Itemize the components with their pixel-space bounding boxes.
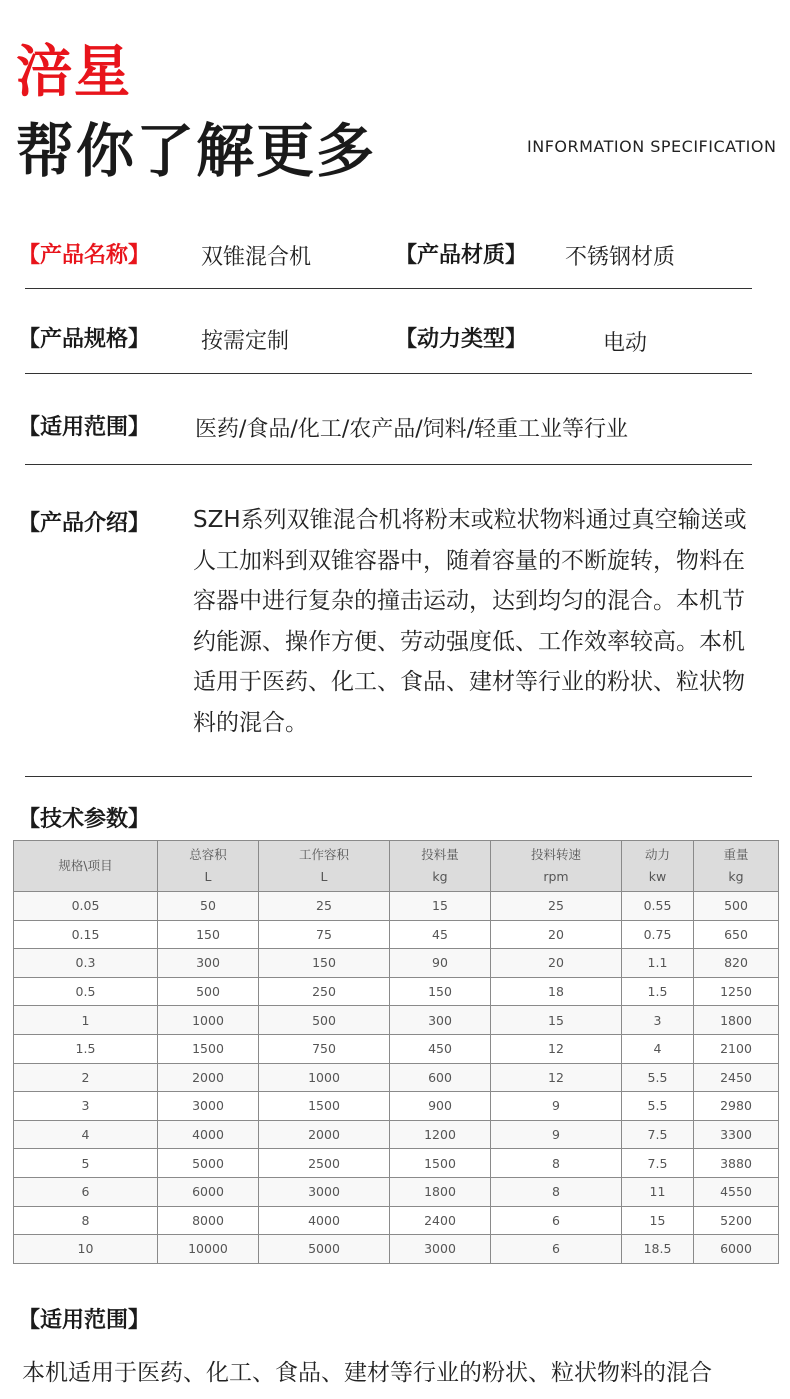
spec-value: 按需定制 — [201, 329, 290, 354]
table-cell: 6000 — [158, 1177, 259, 1206]
table-cell: 90 — [390, 949, 491, 978]
table-cell: 900 — [390, 1092, 491, 1121]
table-cell: 9 — [491, 1120, 622, 1149]
header-cell-speed — [491, 841, 622, 892]
table-cell: 3000 — [259, 1177, 390, 1206]
table-cell: 0.55 — [622, 892, 694, 921]
table-cell: 5.5 — [622, 1063, 694, 1092]
table-cell: 20 — [491, 920, 622, 949]
brand-name: 涪星 — [16, 40, 132, 105]
table-cell: 3880 — [694, 1149, 779, 1178]
info-row-name-material — [18, 232, 752, 289]
table-cell: 2100 — [694, 1034, 779, 1063]
subtitle-en: INFORMATION SPECIFICATION — [527, 137, 777, 156]
table-cell: 3000 — [158, 1092, 259, 1121]
header-cell-weight — [694, 841, 779, 892]
table-cell: 820 — [694, 949, 779, 978]
info-row-scope — [18, 404, 752, 465]
table-row — [14, 1206, 779, 1235]
table-cell: 7.5 — [622, 1149, 694, 1178]
table-cell: 300 — [390, 1006, 491, 1035]
table-cell: 500 — [158, 977, 259, 1006]
table-cell: 500 — [694, 892, 779, 921]
table-cell: 750 — [259, 1034, 390, 1063]
table-cell: 600 — [390, 1063, 491, 1092]
header-cell-total-volume — [158, 841, 259, 892]
header-unit: L — [204, 869, 212, 884]
table-row — [14, 1034, 779, 1063]
table-cell: 50 — [158, 892, 259, 921]
table-cell: 500 — [259, 1006, 390, 1035]
table-cell: 2500 — [259, 1149, 390, 1178]
tech-params-title: 【技术参数】 — [18, 807, 151, 832]
tech-params-table — [13, 840, 779, 1264]
table-cell: 18.5 — [622, 1235, 694, 1264]
scope-value: 医药/食品/化工/农产品/饲料/轻重工业等行业 — [195, 417, 629, 442]
table-cell: 450 — [390, 1034, 491, 1063]
scope-label: 【适用范围】 — [18, 415, 151, 440]
table-cell: 18 — [491, 977, 622, 1006]
table-cell: 1250 — [694, 977, 779, 1006]
header-name: 规格\项目 — [58, 858, 113, 873]
table-cell: 1000 — [158, 1006, 259, 1035]
table-cell: 11 — [622, 1177, 694, 1206]
table-cell: 5000 — [158, 1149, 259, 1178]
table-cell: 15 — [390, 892, 491, 921]
table-cell: 8000 — [158, 1206, 259, 1235]
table-cell: 12 — [491, 1063, 622, 1092]
table-cell: 3000 — [390, 1235, 491, 1264]
table-cell: 0.5 — [14, 977, 158, 1006]
material-value: 不锈钢材质 — [565, 245, 676, 270]
table-cell: 6000 — [694, 1235, 779, 1264]
header-unit: kg — [432, 869, 448, 884]
header-unit: rpm — [543, 869, 569, 884]
table-row — [14, 1235, 779, 1264]
header-cell-working-volume — [259, 841, 390, 892]
power-value: 电动 — [603, 331, 648, 356]
table-cell: 1500 — [390, 1149, 491, 1178]
table-cell: 1200 — [390, 1120, 491, 1149]
table-cell: 150 — [158, 920, 259, 949]
table-row — [14, 1063, 779, 1092]
table-cell: 6 — [491, 1206, 622, 1235]
scope-section-text: 本机适用于医药、化工、食品、建材等行业的粉状、粒状物料的混合 — [22, 1360, 712, 1386]
table-cell: 3300 — [694, 1120, 779, 1149]
intro-label: 【产品介绍】 — [18, 511, 151, 536]
table-cell: 8 — [491, 1149, 622, 1178]
header-name: 总容积 — [189, 847, 227, 862]
table-cell: 2980 — [694, 1092, 779, 1121]
table-body — [14, 892, 779, 1264]
header-name: 动力 — [644, 847, 670, 862]
table-cell: 150 — [259, 949, 390, 978]
product-name-value: 双锥混合机 — [201, 245, 312, 270]
table-cell: 6 — [14, 1177, 158, 1206]
table-cell: 8 — [491, 1177, 622, 1206]
table-cell: 45 — [390, 920, 491, 949]
table-cell: 150 — [390, 977, 491, 1006]
table-row — [14, 920, 779, 949]
header-name: 投料转速 — [530, 847, 581, 862]
table-cell: 3 — [622, 1006, 694, 1035]
table-cell: 25 — [491, 892, 622, 921]
table-cell: 250 — [259, 977, 390, 1006]
table-cell: 2000 — [158, 1063, 259, 1092]
header-unit: kg — [728, 869, 744, 884]
table-cell: 15 — [622, 1206, 694, 1235]
table-cell: 4 — [622, 1034, 694, 1063]
table-cell: 8 — [14, 1206, 158, 1235]
table-cell: 1800 — [694, 1006, 779, 1035]
material-label: 【产品材质】 — [395, 243, 528, 268]
table-cell: 5000 — [259, 1235, 390, 1264]
table-cell: 300 — [158, 949, 259, 978]
header-name: 重量 — [723, 847, 749, 862]
table-cell: 2000 — [259, 1120, 390, 1149]
product-name-label: 【产品名称】 — [18, 243, 151, 268]
spec-label: 【产品规格】 — [18, 327, 151, 352]
table-cell: 5200 — [694, 1206, 779, 1235]
table-cell: 5 — [14, 1149, 158, 1178]
table-cell: 650 — [694, 920, 779, 949]
table-cell: 1500 — [259, 1092, 390, 1121]
page-headline: 帮你了解更多 — [16, 117, 377, 185]
table-cell: 1800 — [390, 1177, 491, 1206]
header-unit: L — [320, 869, 328, 884]
table-row — [14, 1149, 779, 1178]
table-cell: 4 — [14, 1120, 158, 1149]
header-cell-power — [622, 841, 694, 892]
table-cell: 10 — [14, 1235, 158, 1264]
table-cell: 1.1 — [622, 949, 694, 978]
section-divider — [25, 776, 752, 777]
table-cell: 0.15 — [14, 920, 158, 949]
header-cell-feed-amount — [390, 841, 491, 892]
table-cell: 25 — [259, 892, 390, 921]
table-cell: 20 — [491, 949, 622, 978]
table-cell: 0.75 — [622, 920, 694, 949]
table-row — [14, 1177, 779, 1206]
info-row-spec-power — [18, 316, 752, 374]
table-cell: 1.5 — [622, 977, 694, 1006]
table-cell: 4000 — [259, 1206, 390, 1235]
table-cell: 6 — [491, 1235, 622, 1264]
table-cell: 0.05 — [14, 892, 158, 921]
table-cell: 4000 — [158, 1120, 259, 1149]
power-label: 【动力类型】 — [395, 327, 528, 352]
table-cell: 3 — [14, 1092, 158, 1121]
table-row — [14, 977, 779, 1006]
table-cell: 1500 — [158, 1034, 259, 1063]
table-cell: 15 — [491, 1006, 622, 1035]
table-row — [14, 1120, 779, 1149]
table-row — [14, 1006, 779, 1035]
table-cell: 9 — [491, 1092, 622, 1121]
table-cell: 0.3 — [14, 949, 158, 978]
table-cell: 75 — [259, 920, 390, 949]
table-cell: 2400 — [390, 1206, 491, 1235]
table-cell: 1 — [14, 1006, 158, 1035]
header-name: 工作容积 — [298, 847, 349, 862]
table-row — [14, 949, 779, 978]
table-cell: 4550 — [694, 1177, 779, 1206]
table-cell: 1000 — [259, 1063, 390, 1092]
table-cell: 1.5 — [14, 1034, 158, 1063]
table-cell: 2 — [14, 1063, 158, 1092]
table-cell: 12 — [491, 1034, 622, 1063]
table-row — [14, 1092, 779, 1121]
intro-text: SZH系列双锥混合机将粉末或粒状物料通过真空输送或人工加料到双锥容器中，随着容量的不断旋转，物料在容器中进行复杂的撞击运动，达到均匀的混合。本机节约能源、操作方便、劳动强度低、工作效率较高。本机适用于医药、化工、食品、建材等行业的粉状、粒状物料的混合。 — [193, 507, 747, 736]
table-cell: 10000 — [158, 1235, 259, 1264]
header-name: 投料量 — [421, 847, 459, 862]
table-cell: 5.5 — [622, 1092, 694, 1121]
table-header-row — [14, 841, 779, 892]
header-unit: kw — [648, 869, 667, 884]
header-cell-model — [14, 841, 158, 892]
table-cell: 7.5 — [622, 1120, 694, 1149]
table-row — [14, 892, 779, 921]
scope-section-title: 【适用范围】 — [18, 1308, 151, 1333]
table-cell: 2450 — [694, 1063, 779, 1092]
